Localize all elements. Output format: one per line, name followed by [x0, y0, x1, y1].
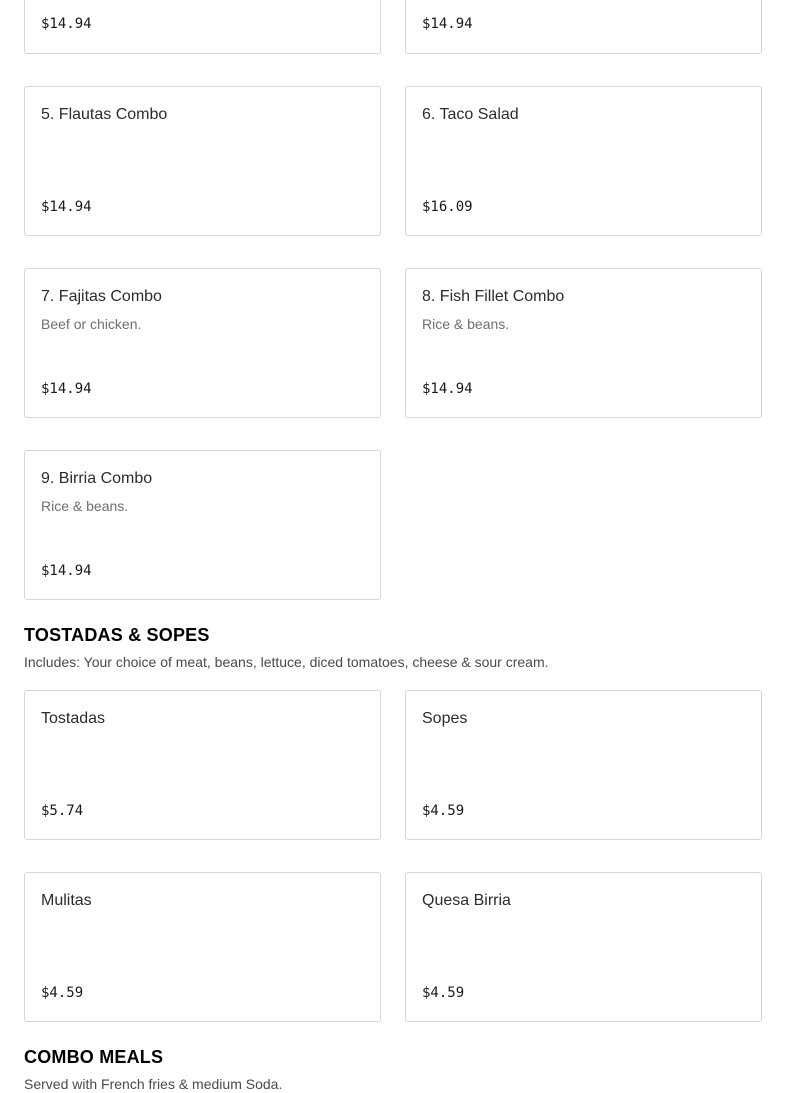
item-price: $4.59	[422, 803, 465, 819]
item-price: $14.94	[41, 16, 92, 32]
item-name: Tostadas	[41, 710, 106, 727]
item-price: $4.59	[422, 985, 465, 1001]
item-name: 5. Flautas Combo	[41, 106, 168, 123]
menu-item-card-birria-combo[interactable]	[24, 450, 381, 600]
section-description: Includes: Your choice of meat, beans, lettuce, diced tomatoes, cheese & sour cream.	[24, 654, 549, 670]
section-title-tostadas-sopes: TOSTADAS & SOPES	[24, 625, 210, 645]
item-name: 9. Birria Combo	[41, 470, 153, 487]
menu-item-card-taco-salad[interactable]	[405, 86, 762, 236]
item-price: $4.59	[41, 985, 84, 1001]
menu-item-card[interactable]	[24, 0, 381, 54]
section-title-combo-meals: COMBO MEALS	[24, 1047, 164, 1067]
menu-item-card-sopes[interactable]	[405, 690, 762, 840]
item-name: Mulitas	[41, 892, 92, 909]
item-name: 6. Taco Salad	[422, 106, 519, 123]
item-name: 8. Fish Fillet Combo	[422, 288, 565, 305]
item-description: Rice & beans.	[422, 316, 510, 332]
item-price: $5.74	[41, 803, 84, 819]
section-description: Served with French fries & medium Soda.	[24, 1076, 283, 1092]
menu-item-card[interactable]	[405, 0, 762, 54]
item-price: $14.94	[41, 381, 92, 397]
item-price: $14.94	[422, 381, 473, 397]
item-description: Beef or chicken.	[41, 316, 142, 332]
item-price: $14.94	[422, 16, 473, 32]
menu-item-card-fish-fillet-combo[interactable]	[405, 268, 762, 418]
item-price: $14.94	[41, 199, 92, 215]
item-name: Sopes	[422, 710, 468, 727]
menu-item-card-flautas-combo[interactable]	[24, 86, 381, 236]
menu-item-card-mulitas[interactable]	[24, 872, 381, 1022]
item-description: Rice & beans.	[41, 498, 129, 514]
item-price: $14.94	[41, 563, 92, 579]
menu-item-card-fajitas-combo[interactable]	[24, 268, 381, 418]
item-name: Quesa Birria	[422, 892, 511, 909]
item-name: 7. Fajitas Combo	[41, 288, 162, 305]
item-price: $16.09	[422, 199, 473, 215]
menu-item-card-quesa-birria[interactable]	[405, 872, 762, 1022]
menu-item-card-tostadas[interactable]	[24, 690, 381, 840]
